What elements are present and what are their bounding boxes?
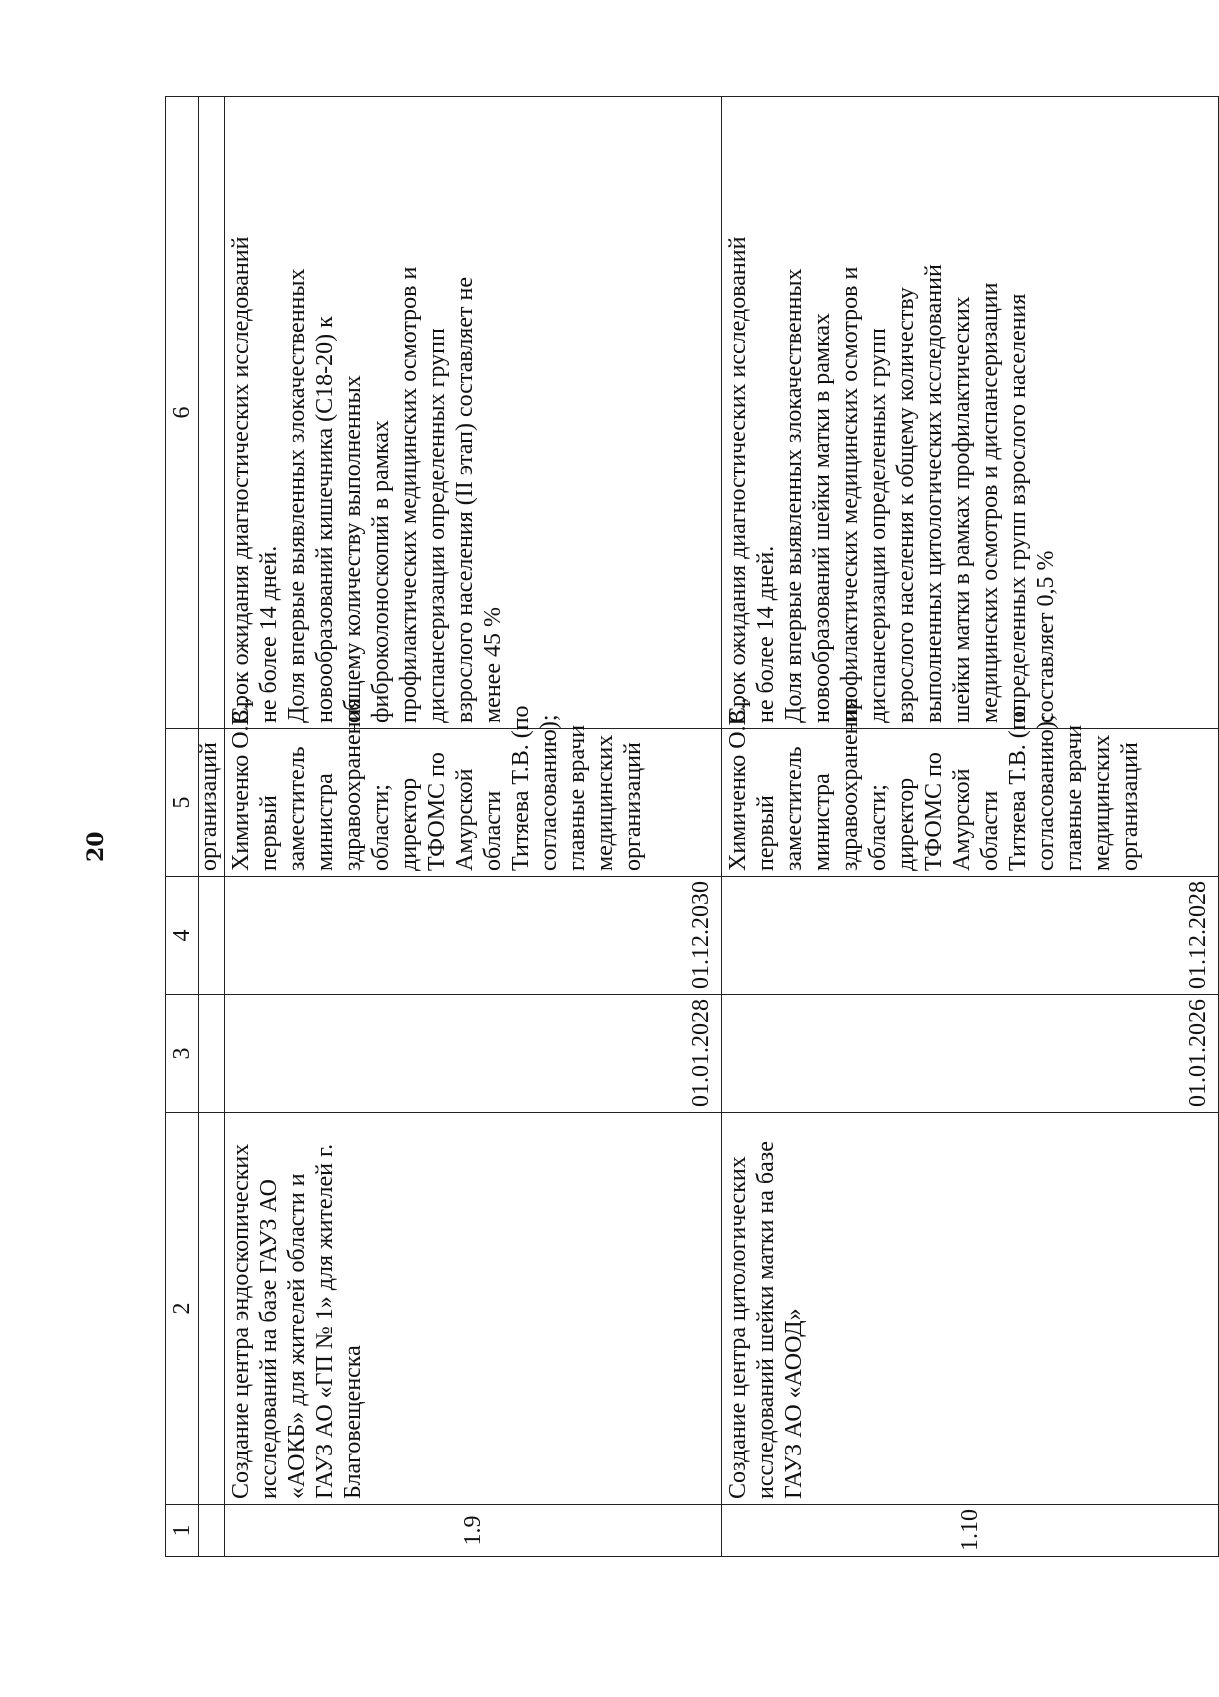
column-number: 4 bbox=[166, 877, 199, 995]
table-row bbox=[721, 97, 1218, 1557]
column-number: 1 bbox=[166, 1505, 199, 1557]
event-cell: Создание центра эндоскопических исследований на базе ГАУЗ АО «АОКБ» для жителей области и ГАУЗ АО «ГП № 1» для жителей г. Благовещенска bbox=[224, 1113, 721, 1505]
plan-table bbox=[165, 96, 1219, 1557]
responsible-cell: Химиченко О.В., первый заместитель министра здравоохранения области; директор ТФОМС по Амурской области Титяева Т.В. (по согласованию); главные врачи медицинских организаций bbox=[224, 729, 721, 877]
continuation-cell: организаций bbox=[198, 729, 224, 877]
column-number-row bbox=[166, 97, 199, 1557]
row-number: 1.9 bbox=[224, 1505, 721, 1557]
table-row bbox=[224, 97, 721, 1557]
column-number: 3 bbox=[166, 995, 199, 1113]
row-number: 1.10 bbox=[721, 1505, 1218, 1557]
result-cell: Срок ожидания диагностических исследований не более 14 дней. Доля впервые выявленных злокачественных новообразований шейки матки в рамках профилактических медицинских осмотров и диспансеризации определенных групп взрослого населения к общему количеству выполненных цитологических исследований шейки матки в рамках профилактических медицинских осмотров и диспансеризации определенных групп взрослого населения составляет 0,5 % bbox=[721, 97, 1218, 729]
column-number: 2 bbox=[166, 1113, 199, 1505]
column-number: 6 bbox=[166, 97, 199, 729]
end-date: 01.12.2030 bbox=[224, 877, 721, 995]
end-date: 01.12.2028 bbox=[721, 877, 1218, 995]
rotated-page bbox=[165, 97, 1219, 1557]
start-date: 01.01.2028 bbox=[224, 995, 721, 1113]
page-number: 20 bbox=[83, 831, 109, 862]
responsible-cell: Химиченко О.В., первый заместитель министра здравоохранения области; директор ТФОМС по Амурской области Титяева Т.В. (по согласованию); главные врачи медицинских организаций bbox=[721, 729, 1218, 877]
column-number: 5 bbox=[166, 729, 199, 877]
event-cell: Создание центра цитологических исследований шейки матки на базе ГАУЗ АО «АООД» bbox=[721, 1113, 1218, 1505]
start-date: 01.01.2026 bbox=[721, 995, 1218, 1113]
continuation-row bbox=[198, 97, 224, 1557]
result-cell: Срок ожидания диагностических исследований не более 14 дней. Доля впервые выявленных злокачественных новообразований кишечника (С18-20) к общему количеству выполненных фиброколоноскопий в рамках профилактических медицинских осмотров и диспансеризации определенных групп взрослого населения (II этап) составляет не менее 45 % bbox=[224, 97, 721, 729]
